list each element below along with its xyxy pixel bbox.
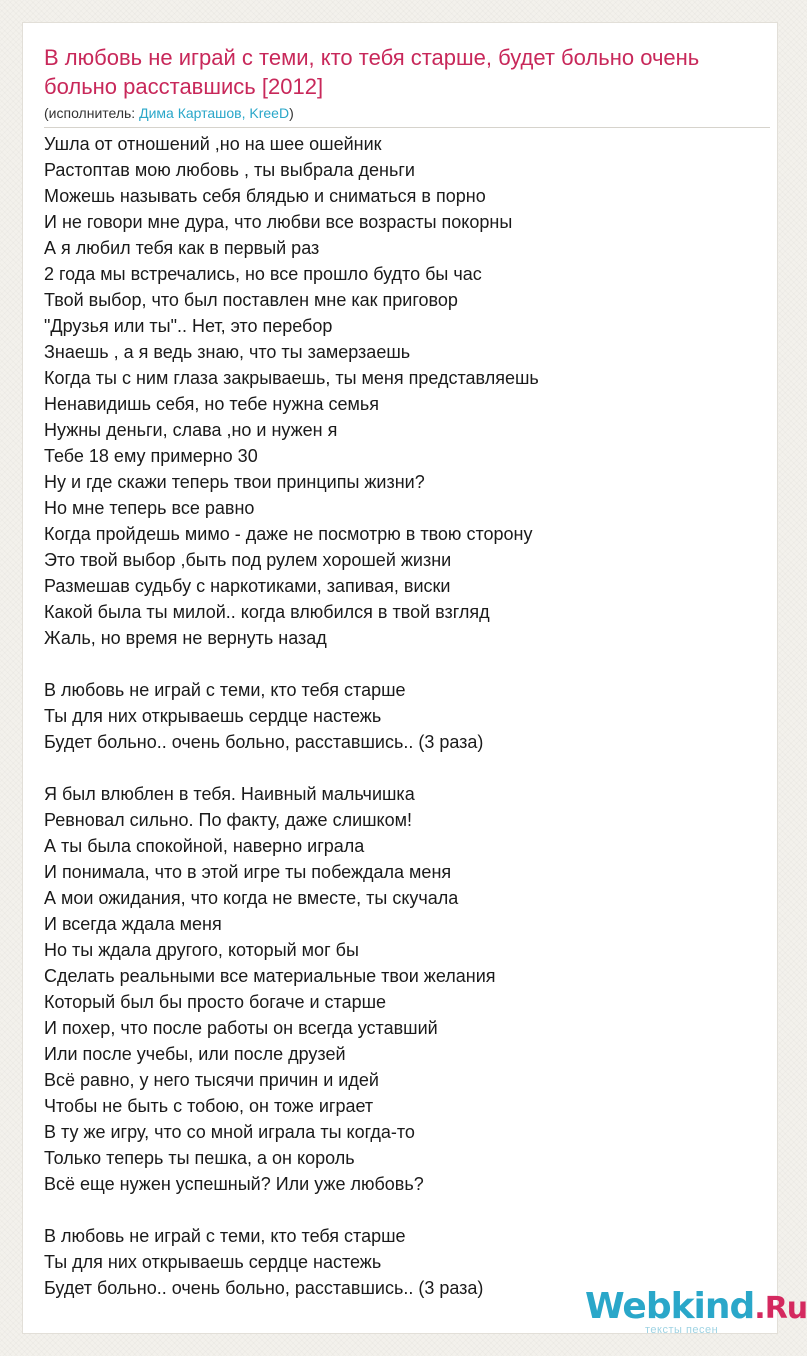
lyric-line: Ты для них открываешь сердце настежь xyxy=(44,1252,382,1272)
logo-tagline: тексты песен xyxy=(645,1324,719,1336)
lyric-line: Ушла от отношений ,но на шее ошейник xyxy=(44,134,382,154)
lyric-line: Жаль, но время не вернуть назад xyxy=(44,628,327,648)
lyric-line: В ту же игру, что со мной играла ты когда-то xyxy=(44,1122,415,1142)
lyric-line: И похер, что после работы он всегда уставший xyxy=(44,1018,438,1038)
stanza-break xyxy=(44,651,770,677)
lyric-line: Размешав судьбу с наркотиками, запивая, виски xyxy=(44,576,451,596)
lyric-line: "Друзья или ты".. Нет, это перебор xyxy=(44,316,333,336)
lyric-line: Это твой выбор ,быть под рулем хорошей жизни xyxy=(44,550,452,570)
song-title: В любовь не играй с теми, кто тебя старше, будет больно очень больно расставшись [2012] xyxy=(44,45,700,99)
lyric-line: Можешь называть себя блядью и сниматься в порно xyxy=(44,186,486,206)
lyric-line: А мои ожидания, что когда не вместе, ты скучала xyxy=(44,888,459,908)
lyric-line: Будет больно.. очень больно, расставшись.. (3 раза) xyxy=(44,732,484,752)
artist-prefix: (исполнитель: xyxy=(44,105,140,121)
lyric-line: Ты для них открываешь сердце настежь xyxy=(44,706,382,726)
lyric-line: Тебе 18 ему примерно 30 xyxy=(44,446,258,466)
lyric-line: Когда пройдешь мимо - даже не посмотрю в твою сторону xyxy=(44,524,533,544)
logo-ru-text: .Ru xyxy=(754,1291,807,1326)
lyric-line: Ревновал сильно. По факту, даже слишком! xyxy=(44,810,413,830)
lyrics-body xyxy=(44,131,770,1301)
lyric-line: А я любил тебя как в первый раз xyxy=(44,238,320,258)
lyric-line: Знаешь , а я ведь знаю, что ты замерзаешь xyxy=(44,342,411,362)
artist-line xyxy=(44,104,294,122)
lyric-line: В любовь не играй с теми, кто тебя старше xyxy=(44,680,406,700)
lyric-line: И понимала, что в этой игре ты побеждала меня xyxy=(44,862,452,882)
lyric-line: Но мне теперь все равно xyxy=(44,498,255,518)
lyric-line: Но ты ждала другого, который мог бы xyxy=(44,940,359,960)
artist-suffix: ) xyxy=(289,105,294,121)
lyric-line: И не говори мне дура, что любви все возрасты покорны xyxy=(44,212,513,232)
lyric-line: Ну и где скажи теперь твои принципы жизни? xyxy=(44,472,425,492)
webkind-logo[interactable] xyxy=(585,1286,807,1337)
artist-link[interactable]: Дима Карташов, KreeD xyxy=(139,105,290,121)
lyric-line: А ты была спокойной, наверно играла xyxy=(44,836,365,856)
lyric-line: Или после учебы, или после друзей xyxy=(44,1044,346,1064)
lyric-line: Растоптав мою любовь , ты выбрала деньги xyxy=(44,160,415,180)
stanza-break xyxy=(44,755,770,781)
lyric-line: В любовь не играй с теми, кто тебя старше xyxy=(44,1226,406,1246)
lyric-line: И всегда ждала меня xyxy=(44,914,222,934)
lyric-line: Который был бы просто богаче и старше xyxy=(44,992,387,1012)
lyric-line: Нужны деньги, слава ,но и нужен я xyxy=(44,420,338,440)
lyric-line: Ненавидишь себя, но тебе нужна семья xyxy=(44,394,379,414)
stanza-break xyxy=(44,1197,770,1223)
lyric-line: Когда ты с ним глаза закрываешь, ты меня представляешь xyxy=(44,368,539,388)
logo-main-text: Webkind xyxy=(585,1286,755,1327)
lyric-line: 2 года мы встречались, но все прошло будто бы час xyxy=(44,264,482,284)
lyrics-card xyxy=(22,22,807,1336)
lyric-line: Твой выбор, что был поставлен мне как приговор xyxy=(44,290,458,310)
lyric-line: Будет больно.. очень больно, расставшись.. (3 раза) xyxy=(44,1278,484,1298)
lyric-line: Только теперь ты пешка, а он король xyxy=(44,1148,355,1168)
lyric-line: Сделать реальными все материальные твои желания xyxy=(44,966,496,986)
lyric-line: Я был влюблен в тебя. Наивный мальчишка xyxy=(44,784,415,804)
title-divider xyxy=(44,127,770,128)
lyric-line: Чтобы не быть с тобою, он тоже играет xyxy=(44,1096,374,1116)
lyric-line: Всё еще нужен успешный? Или уже любовь? xyxy=(44,1174,424,1194)
lyric-line: Всё равно, у него тысячи причин и идей xyxy=(44,1070,379,1090)
lyric-line: Какой была ты милой.. когда влюбился в твой взгляд xyxy=(44,602,490,622)
